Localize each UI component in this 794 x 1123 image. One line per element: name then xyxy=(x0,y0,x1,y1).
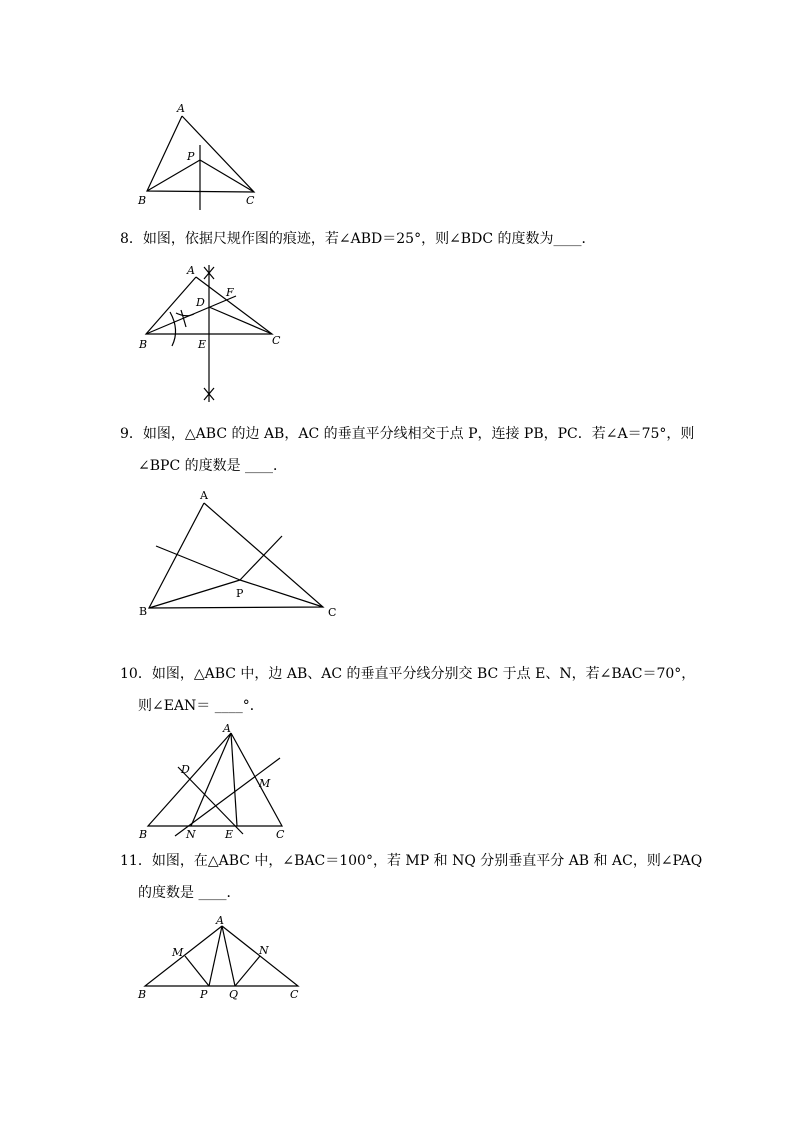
label-m: M xyxy=(172,946,184,959)
label-q: Q xyxy=(229,988,239,1001)
label-e: E xyxy=(198,338,207,351)
label-n: N xyxy=(186,828,196,841)
question-9-line2: ∠BPC 的度数是 ____． xyxy=(138,458,288,474)
label-c: C xyxy=(290,988,299,1001)
triangle-abc xyxy=(145,926,298,986)
question-8-text: 8．如图，依据尺规作图的痕迹，若∠ABD＝25°，则∠BDC 的度数为____． xyxy=(120,231,596,247)
segment-mp xyxy=(185,956,209,986)
label-f: F xyxy=(226,286,234,299)
label-a: A xyxy=(177,102,185,115)
label-b: B xyxy=(138,194,147,207)
label-n: N xyxy=(259,944,269,957)
label-c: C xyxy=(328,606,337,619)
question-9-line1: 9．如图，△ABC 的边 AB，AC 的垂直平分线相交于点 P，连接 PB，PC．若∠A＝75°，则 xyxy=(120,426,695,442)
label-b: B xyxy=(139,338,148,351)
label-d: D xyxy=(196,296,205,309)
label-a: A xyxy=(223,722,231,735)
label-c: C xyxy=(276,828,285,841)
label-m: M xyxy=(259,777,271,790)
label-p: P xyxy=(236,587,244,600)
label-d: D xyxy=(181,763,190,776)
label-a: A xyxy=(216,914,224,927)
label-a: A xyxy=(200,489,208,502)
question-10-line2: 则∠EAN＝ ____°． xyxy=(138,698,264,714)
question-11-line1: 11．如图，在△ABC 中，∠BAC＝100°，若 MP 和 NQ 分别垂直平分 AB 和 AC，则∠PAQ xyxy=(120,853,703,869)
label-e: E xyxy=(225,828,234,841)
label-p: P xyxy=(187,150,195,163)
segment-nq xyxy=(235,956,260,986)
label-b: B xyxy=(139,828,148,841)
question-10-line1: 10．如图，△ABC 中，边 AB、AC 的垂直平分线分别交 BC 于点 E、N，若∠BAC＝70°， xyxy=(120,666,696,682)
label-c: C xyxy=(272,334,281,347)
label-a: A xyxy=(187,264,195,277)
label-b: B xyxy=(139,605,148,618)
question-11-line2: 的度数是 ____． xyxy=(138,885,241,901)
label-p: P xyxy=(200,988,208,1001)
label-c: C xyxy=(246,194,255,207)
label-b: B xyxy=(138,988,147,1001)
